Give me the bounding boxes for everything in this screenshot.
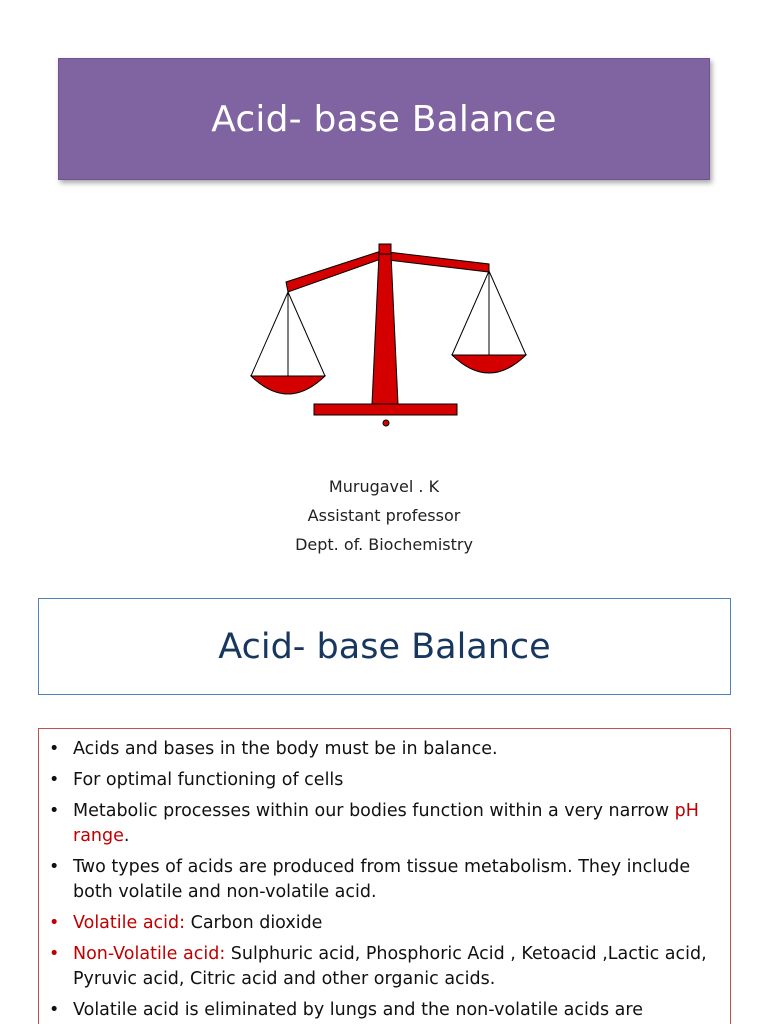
content-box — [38, 728, 731, 1024]
list-item: • Acids and bases in the body must be in balance. — [47, 737, 716, 762]
author-name: Murugavel . K — [328, 477, 440, 496]
bullet-icon: • — [49, 739, 60, 759]
bullet-list — [47, 737, 716, 1023]
author-block — [0, 472, 768, 559]
title-banner — [58, 58, 710, 180]
bullet-icon: • — [49, 913, 60, 933]
balance-scale-icon — [240, 238, 540, 434]
bullet-icon: • — [49, 801, 60, 821]
content-slide-title-box — [38, 598, 731, 695]
list-item: • Two types of acids are produced from tissue metabolism. They include both volatile and non-volatile acid. — [49, 857, 691, 902]
bullet-icon: • — [49, 944, 60, 964]
list-item: • For optimal functioning of cells — [47, 768, 716, 793]
author-department: Dept. of. Biochemistry — [295, 535, 473, 554]
bullet-icon: • — [49, 857, 60, 877]
bullet-icon: • — [49, 770, 60, 790]
list-item: • Metabolic processes within our bodies function within a very narrow pH range. — [49, 801, 699, 846]
title-slide-title: Acid- base Balance — [211, 98, 557, 140]
list-item: • Volatile acid: Carbon dioxide — [47, 911, 716, 936]
list-item: • Volatile acid is eliminated by lungs and the non-volatile acids are — [47, 998, 716, 1023]
ph-range-highlight: pH range — [73, 801, 699, 846]
list-item: • Non-Volatile acid: Sulphuric acid, Phosphoric Acid , Ketoacid ,Lactic acid, Pyruvic acid, Citric acid and other organic acids. — [49, 944, 707, 989]
non-volatile-acid-label: Non-Volatile acid: — [73, 944, 226, 964]
author-position: Assistant professor — [307, 506, 461, 525]
volatile-acid-label: Volatile acid: — [73, 913, 186, 933]
content-slide-title: Acid- base Balance — [218, 626, 551, 667]
bullet-icon: • — [49, 1000, 60, 1020]
